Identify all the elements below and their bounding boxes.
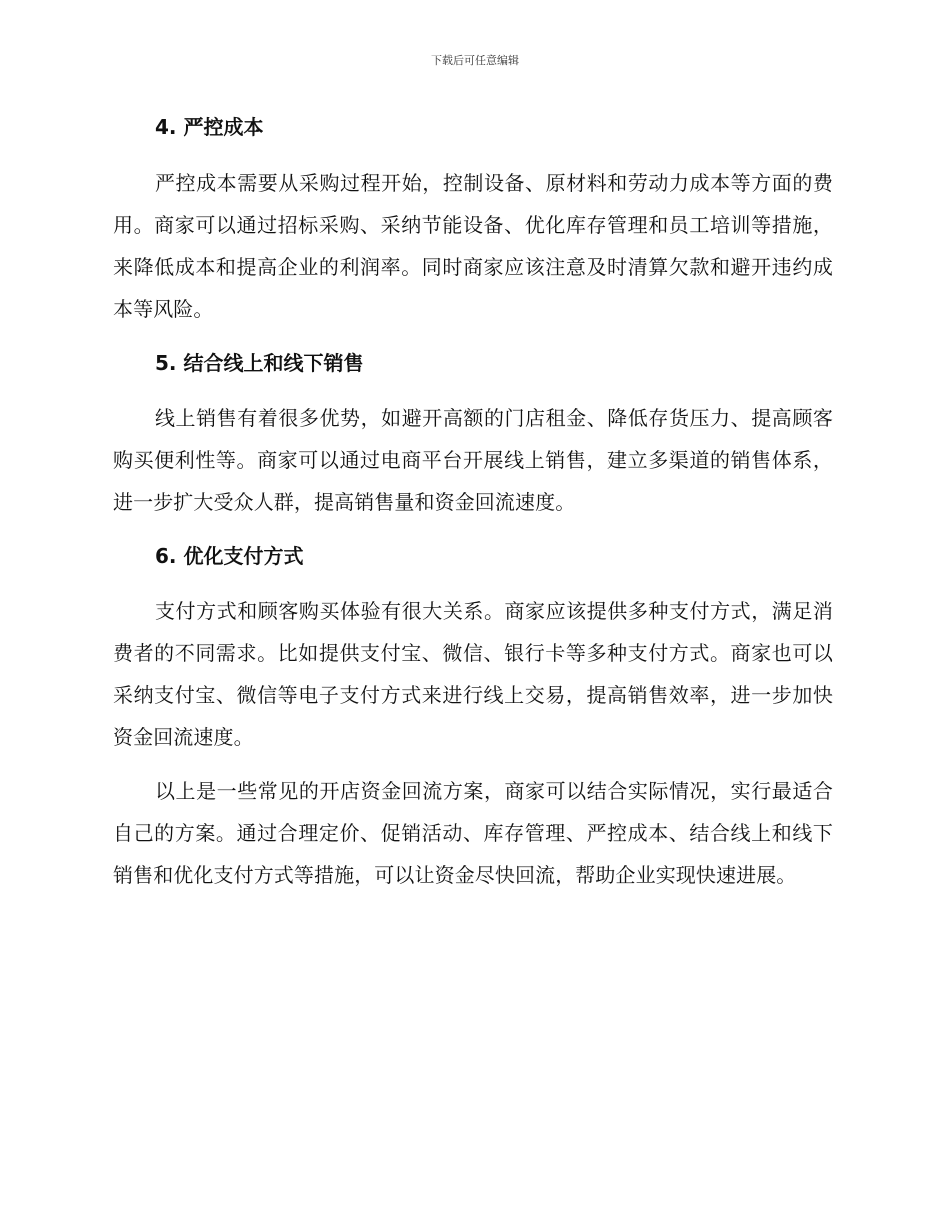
- section-heading-cost-control: 4. 严控成本: [155, 115, 264, 139]
- document-body: [113, 112, 833, 896]
- section-paragraph-payment-methods: 支付方式和顾客购买体验有很大关系。商家应该提供多种支付方式，满足消费者的不同需求。比如提供支付宝、微信、银行卡等多种支付方式。商家也可以采纳支付宝、微信等电子支付方式来进行线上交易，提高销售效率，进一步加快资金回流速度。: [113, 599, 833, 749]
- section-paragraph-cost-control: 严控成本需要从采购过程开始，控制设备、原材料和劳动力成本等方面的费用。商家可以通过招标采购、采纳节能设备、优化库存管理和员工培训等措施，来降低成本和提高企业的利润率。同时商家应该注意及时清算欠款和避开违约成本等风险。: [113, 171, 833, 321]
- section-paragraph-online-offline-sales: 线上销售有着很多优势，如避开高额的门店租金、降低存货压力、提高顾客购买便利性等。商家可以通过电商平台开展线上销售，建立多渠道的销售体系，进一步扩大受众人群，提高销售量和资金回流速度。: [113, 406, 833, 514]
- section-heading-online-offline-sales: 5. 结合线上和线下销售: [155, 351, 364, 375]
- conclusion-paragraph: 以上是一些常见的开店资金回流方案，商家可以结合实际情况，实行最适合自己的方案。通过合理定价、促销活动、库存管理、严控成本、结合线上和线下销售和优化支付方式等措施，可以让资金尽快回流，帮助企业实现快速进展。: [113, 779, 833, 887]
- page-header: 下载后可任意编辑: [431, 54, 519, 67]
- section-heading-payment-methods: 6. 优化支付方式: [155, 544, 304, 568]
